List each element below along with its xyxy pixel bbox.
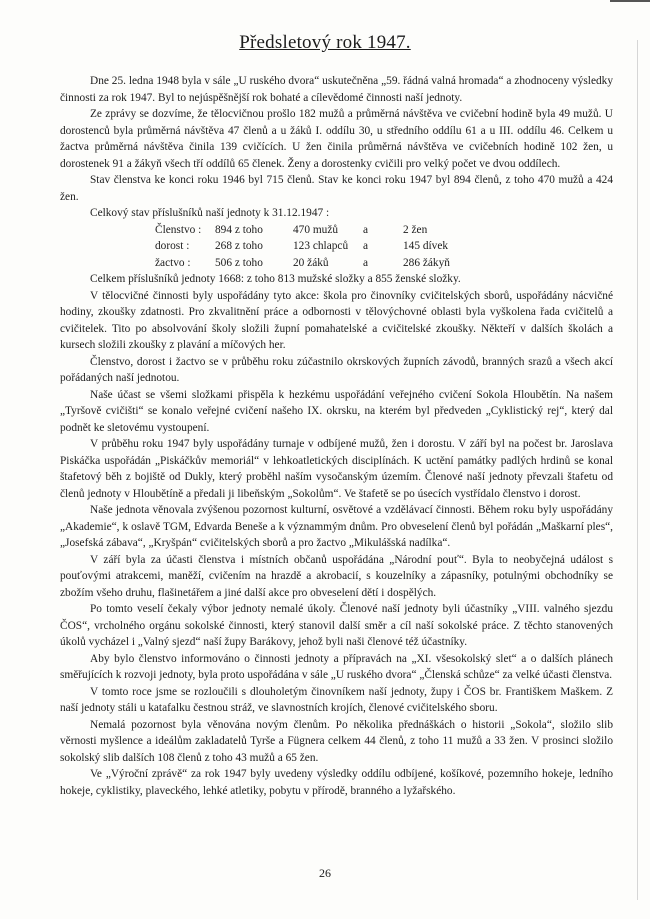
paragraph: Stav členstva ke konci roku 1946 byl 715 členů. Stav ke konci roku 1947 byl 894 členů, z toho 470 mužů a 424 žen. (60, 174, 613, 203)
scan-edge-line (637, 40, 638, 900)
table-row (155, 222, 463, 239)
paragraph: Po tomto veselí čekaly výbor jednoty nemalé úkoly. Členové naší jednoty byli účastníky „VIII. valného sjezdu ČOS“, vrcholného orgánu sokolské činnosti, který stanovil další směr a cíl naší sokolské práce. Z těchto stanovených úkolů vycházel i „Valný sjezd“ naší župy Barákovy, jehož byli naši členové též účastníky. (60, 603, 613, 648)
paragraph: V tělocvičné činnosti byly uspořádány tyto akce: škola pro činovníky cvičitelských sborů, uspořádány nácvičné hodiny, zkoušky zdatnosti. Pro zkvalitnění práce a odbornosti v tělovýchovné oblasti byla vyškolena řada cvičitelů a cvičitelek. Tito po absolvování školy složili župní pomahatelské a cvičitelské zkoušky. Někteří v dalších školách a kursech složili zkoušky z plavání a míčových her. (60, 289, 613, 351)
membership-table (155, 222, 463, 272)
table-cell: a (363, 223, 369, 236)
table-cell: 2 žen (403, 223, 428, 236)
scan-edge-mark (610, 0, 650, 2)
paragraph: Celkem příslušníků jednoty 1668: z toho 813 mužské složky a 855 ženské složky. (90, 273, 461, 285)
table-cell: a (363, 240, 369, 252)
paragraph: Nemalá pozornost byla věnována novým členům. Po několika přednáškách o historii „Sokola“, složilo slib věrnosti myšlence a ideálům zakladatelů Tyrše a Fügnera celkem 44 členů, z toho 11 mužů a 33 žen. V prosinci složilo sokolský slib dalších 108 členů z toho 43 mužů a 65 žen. (60, 718, 613, 764)
paragraph: Naše jednota věnovala zvýšenou pozornost kulturní, osvětové a vzdělávací činnosti. Během roku byly uspořádány „Akademie“, k oslavě TGM, Edvarda Beneše a k význammým dnům. Pro obveselení členů byl pořádán „Maškarní ples“, „Josefská zábava“, „Kryšpán“ cvičitelských sborů a pro žactvo „Mikulášská nadílka“. (60, 504, 613, 549)
table-cell: dorost : (155, 240, 190, 252)
table-cell: 20 žáků (293, 256, 329, 269)
table-cell: a (363, 256, 369, 269)
paragraph: Dne 25. ledna 1948 byla v sále „U ruského dvora“ uskutečněna „59. řádná valná hromada“ a zhodnoceny výsledky činnosti za rok 1947. Byl to nejúspěšnější rok bohaté a cílevědomé činnosti naší jednoty. (60, 75, 613, 104)
body-text (60, 73, 613, 799)
paragraph: Aby bylo členstvo informováno o činnosti jednoty a přípravách na „XI. všesokolský slet“ a o dalších plánech směřujících k rozvoji jednoty, byla proto uspořádána v sále „U ruského dvora“ „Členská schůze“ za velké účasti členstva. (60, 652, 613, 681)
paragraph: V září byla za účasti členstva i místních občanů uspořádána „Národní pouť“. Byla to neobyčejná událost s pouťovými atrakcemi, maněží, cvičením na hrazdě a akrobacií, s kouzelníky a zápasníky, potulnými obchodníky se zbožím všeho druhu, flašinetářem a jiné další akce pro obveselení dětí i dospělých. (60, 553, 613, 599)
table-row (155, 238, 463, 255)
table-cell: 286 žákyň (403, 256, 450, 269)
paragraph: Ve „Výroční zprávě“ za rok 1947 byly uvedeny výsledky oddílu odbíjené, košíkové, pozemního hokeje, ledního hokeje, cyklistiky, plaveckého, lehké atletiky, pobytu v přírodě, branného a lyžařského. (60, 768, 613, 797)
table-cell: 894 z toho (215, 223, 263, 236)
paragraph: V tomto roce jsme se rozloučili s dlouholetým činovníkem naší jednoty, župy i ČOS br. Františkem Maškem. Z naší jednoty stáli u katafalku čestnou stráž, ve slavnostních krojích, členové cvičitelského sboru. (60, 685, 613, 714)
table-cell: 123 chlapců (293, 240, 349, 252)
table-row (155, 255, 463, 272)
paragraph: Celkový stav příslušníků naší jednoty k 31.12.1947 : (90, 207, 330, 219)
table-cell: žactvo : (155, 256, 191, 269)
table-cell: 506 z toho (215, 256, 263, 269)
table-cell: 145 dívek (403, 240, 449, 252)
table-cell: 470 mužů (293, 223, 339, 236)
paragraph: V průběhu roku 1947 byly uspořádány turnaje v odbíjené mužů, žen i dorostu. V září byl na počest br. Jaroslava Piskáčka uspořádán „Piskáčkův memoriál“ v lehkoatletických disciplínách. K uctění památky padlých hrdinů se konal štafetový běh z bojiště od Dukly, který proběhl naším vysočanským územím. Členové naší jednoty převzali štafetu od členů jednoty v Hloubětíně a předali ji libeňským „Sokolům“. Ve štafetě se po úsecích vystřídalo členstvo i dorost. (60, 438, 613, 500)
paragraph: Naše účast se všemi složkami přispěla k hezkému uspořádání veřejného cvičení Sokola Hloubětín. Na našem „Tyršově cvičišti“ se konalo veřejné cvičení našeho IX. okrsku, na kterém byl předveden „Cyklistický rej“, který dal podnět ke sletovému vystoupení. (60, 388, 613, 434)
page-title: Předsletový rok 1947. (239, 32, 411, 53)
table-cell: Členstvo : (155, 223, 202, 236)
page-number: 26 (319, 866, 331, 880)
paragraph: Členstvo, dorost i žactvo se v průběhu roku zúčastnilo okrskových župních závodů, branných srazů a všech akcí pořádaných naší jednotou. (60, 355, 613, 384)
table-cell: 268 z toho (215, 240, 263, 252)
paragraph: Ze zprávy se dozvíme, že tělocvičnou prošlo 182 mužů a průměrná návštěva ve cvičební hodině byla 49 mužů. U dorostenců byla průměrná návštěva 47 členů a u žáků I. oddílu 30, u středního oddílu 61 a u III. oddílu 46. Celkem u žactva průměrná návštěva činila 139 cvičících. U žen činila průměrná návštěva ve cvičebních hodině 102 žen, u dorostenek 91 a žákyň všech tří oddílů 65 členek. Ženy a dorostenky cvičili pro velký počet ve dvou oddílech. (60, 108, 613, 170)
